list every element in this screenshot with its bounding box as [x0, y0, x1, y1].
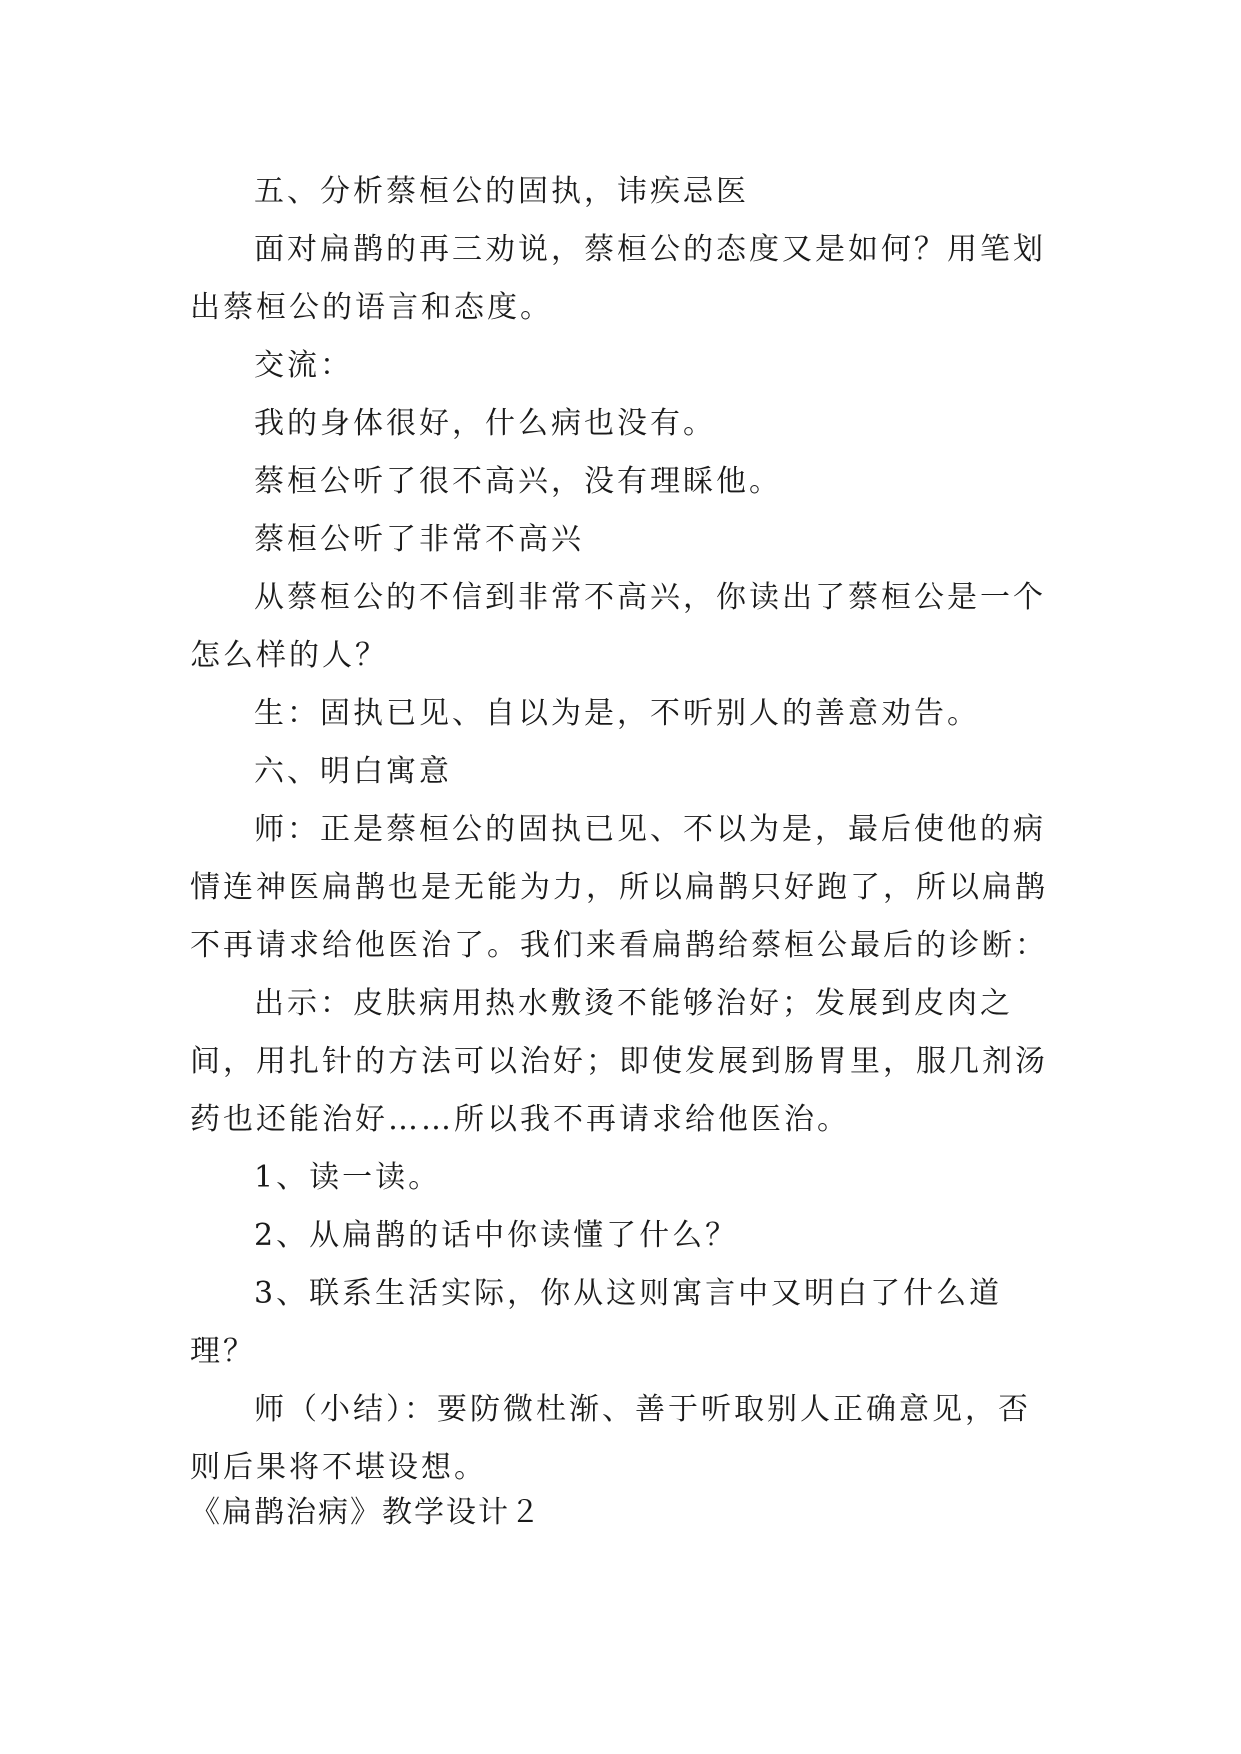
list-item-2: 2、从扁鹊的话中你读懂了什么？ [254, 1218, 739, 1253]
list-item-1: 1、读一读。 [254, 1160, 442, 1195]
section-heading-6: 六、明白寓意 [254, 754, 452, 789]
list-item-3: 3、联系生活实际，你从这则寓言中又明白了什么道理？ [190, 1276, 1003, 1369]
paragraph-teacher: 师：正是蔡桓公的固执已见、不以为是，最后使他的病情连神医扁鹊也是无能为力，所以扁鹊只好跑了，所以扁鹊不再请求给他医治了。我们来看扁鹊给蔡桓公最后的诊断： [190, 812, 1048, 963]
paragraph-quote-2: 蔡桓公听了很不高兴，没有理睬他。 [254, 464, 782, 499]
paragraph-quote-3: 蔡桓公听了非常不高兴 [254, 522, 584, 557]
next-document-title: 《扁鹊治病》教学设计２ [190, 1495, 542, 1530]
paragraph-question-2: 从蔡桓公的不信到非常不高兴，你读出了蔡桓公是一个怎么样的人？ [190, 580, 1046, 673]
paragraph-summary: 师（小结）：要防微杜渐、善于听取别人正确意见，否则后果将不堪设想。 [190, 1392, 1031, 1485]
paragraph-display: 出示：皮肤病用热水敷烫不能够治好；发展到皮肉之间，用扎针的方法可以治好；即使发展到肠胃里，服几剂汤药也还能治好……所以我不再请求给他医治。 [190, 986, 1048, 1137]
document-body [190, 163, 1052, 1497]
section-heading-5: 五、分析蔡桓公的固执，讳疾忌医 [254, 174, 749, 209]
paragraph-quote-1: 我的身体很好，什么病也没有。 [254, 406, 716, 441]
paragraph-exchange: 交流： [254, 348, 353, 383]
paragraph-question: 面对扁鹊的再三劝说，蔡桓公的态度又是如何？用笔划出蔡桓公的语言和态度。 [190, 232, 1046, 325]
paragraph-student-answer: 生：固执已见、自以为是，不听别人的善意劝告。 [254, 696, 980, 731]
